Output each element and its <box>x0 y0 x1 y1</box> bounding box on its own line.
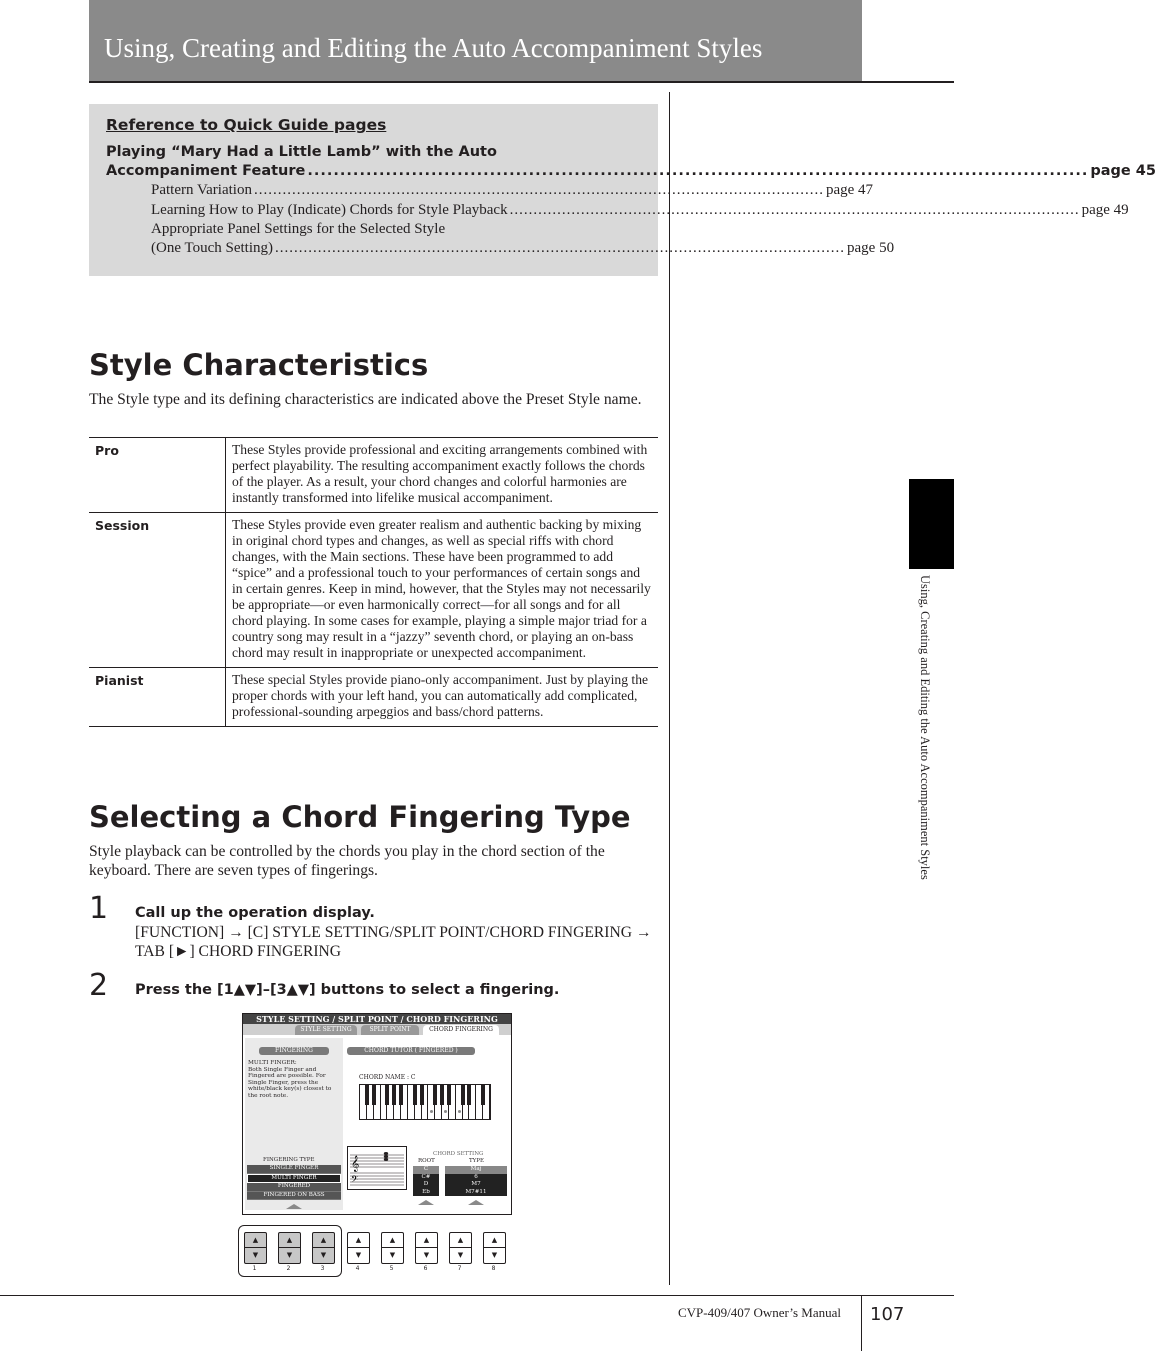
reference-entry: Pattern Variation ........................................................................................................................ page 47 <box>151 182 874 198</box>
type-option[interactable]: M7#11 <box>465 1188 487 1195</box>
down-arrow-icon[interactable]: ▼ <box>286 1251 293 1259</box>
down-arrow-icon[interactable]: ▼ <box>491 1251 498 1259</box>
section-heading: Style Characteristics <box>89 348 429 382</box>
black-key <box>372 1085 376 1105</box>
reference-entry: (One Touch Setting) ........................................................................................................................ page 50 <box>151 240 895 256</box>
button-number-label: 1 <box>252 1265 257 1272</box>
root-option-selected[interactable]: C <box>413 1166 439 1174</box>
black-key <box>440 1085 444 1105</box>
manual-name: CVP-409/407 Owner’s Manual <box>678 1305 841 1320</box>
button-number-label: 5 <box>389 1265 394 1272</box>
panel-button-row <box>238 1225 513 1275</box>
black-key <box>413 1085 417 1105</box>
step-number: 2 <box>89 968 109 1003</box>
reference-entry-line: Appropriate Panel Settings for the Selected Style <box>151 221 446 237</box>
chord-name: CHORD NAME : C <box>359 1074 416 1081</box>
black-key <box>481 1085 485 1105</box>
key-marker <box>458 1110 461 1113</box>
button-8[interactable] <box>483 1232 506 1264</box>
up-arrow-icon[interactable]: ▲ <box>313 1233 334 1248</box>
fingering-option[interactable]: FINGERED ON BASS <box>247 1192 341 1201</box>
chord-tutor-header: CHORD TUTOR ( FINGERED ) <box>347 1047 475 1055</box>
up-arrow-icon[interactable]: ▲ <box>450 1233 471 1248</box>
fingering-option-selected[interactable]: MULTI FINGER <box>247 1174 341 1184</box>
fingering-type-label: FINGERING TYPE <box>263 1157 315 1163</box>
type-option[interactable]: M7 <box>471 1181 481 1187</box>
button-number-label: 4 <box>355 1265 360 1272</box>
style-characteristics-table <box>89 437 658 727</box>
black-key <box>392 1085 396 1105</box>
tab-split-point[interactable]: SPLIT POINT <box>361 1025 419 1035</box>
tab-style-setting[interactable]: STYLE SETTING <box>295 1025 357 1035</box>
svg-text:𝄞: 𝄞 <box>351 1156 360 1172</box>
button-number-label: 3 <box>320 1265 325 1272</box>
table-row <box>89 438 658 513</box>
staff-icon <box>348 1147 406 1189</box>
black-key <box>420 1085 424 1105</box>
section-intro-line: keyboard. There are seven types of fingerings. <box>89 862 378 879</box>
type-list <box>445 1166 507 1196</box>
reference-entry: Accompaniment Feature ........................................................................................................................ page 45 <box>106 163 1156 179</box>
down-arrow-icon[interactable]: ▼ <box>355 1251 362 1259</box>
button-6[interactable] <box>415 1232 438 1264</box>
type-option[interactable]: 6 <box>474 1173 478 1180</box>
down-arrow-icon[interactable]: ▼ <box>457 1251 464 1259</box>
up-arrow-icon[interactable]: ▲ <box>279 1233 300 1248</box>
side-chapter-label: Using, Creating and Editing the Auto Accompaniment Styles <box>918 575 932 880</box>
black-key <box>447 1085 451 1105</box>
root-list <box>413 1166 439 1196</box>
section-intro: The Style type and its defining characteristics are indicated above the Preset Style name. <box>89 391 642 408</box>
style-type-cell: Pro <box>89 438 226 513</box>
style-desc-cell: These Styles provide professional and exciting arrangements combined with perfect playability. The resulting accompaniment exactly follows the chords of the player. As a result, your chord changes and colorful harmonies are instantly transformed into lifelike musical accompaniment. <box>226 438 659 513</box>
style-desc-cell: These special Styles provide piano-only accompaniment. Just by playing the proper chords with your left hand, you can automatically add complicated, professional-sounding arpeggios and bass/chord patterns. <box>226 668 659 727</box>
style-type-cell: Session <box>89 513 226 668</box>
up-arrow-icon[interactable]: ▲ <box>382 1233 403 1248</box>
up-arrow-icon[interactable]: ▲ <box>245 1233 266 1248</box>
page-number: 107 <box>870 1304 905 1325</box>
fingering-type-list <box>247 1165 341 1209</box>
down-arrow-icon[interactable]: ▼ <box>320 1251 327 1259</box>
column-divider <box>669 92 670 1285</box>
style-desc-cell: These Styles provide even greater realism and authentic backing by mixing in original chord types and changes, as well as special riffs with chord changes, with the Main sections. These have been programmed to add “spice” and a professional touch to your performances of certain songs and in certain genres. Keep in mind, however, that the Styles may not necessarily be appropriate—or even harmonically correct—for all songs and for all chord playing. In some cases for example, playing a simple major triad for a country song may result in a “jazzy” seventh chord, or playing an on-bass chord may result in inappropriate or unexpected accompaniment. <box>226 513 659 668</box>
step-title: Press the [1▲▼]–[3▲▼] buttons to select a fingering. <box>135 982 560 998</box>
down-arrow-icon[interactable]: ▼ <box>423 1251 430 1259</box>
type-label: TYPE <box>469 1158 485 1164</box>
footer-divider <box>0 1295 954 1296</box>
root-label: ROOT <box>418 1158 435 1164</box>
down-arrow-icon[interactable]: ▼ <box>252 1251 259 1259</box>
fingering-header: FINGERING <box>259 1047 329 1055</box>
header-divider <box>89 81 954 83</box>
up-arrow-icon[interactable]: ▲ <box>484 1233 505 1248</box>
black-key <box>365 1085 369 1105</box>
type-option-selected[interactable]: Maj <box>445 1166 507 1174</box>
black-key <box>461 1085 465 1105</box>
svg-text:𝄢: 𝄢 <box>351 1174 359 1187</box>
root-option[interactable]: D <box>423 1181 429 1187</box>
step-body-line: [FUNCTION] → [C] STYLE SETTING/SPLIT POINT/CHORD FINGERING → <box>135 924 652 941</box>
style-type-cell: Pianist <box>89 668 226 727</box>
scroll-up-icon[interactable] <box>286 1204 302 1209</box>
footer-vertical-divider <box>861 1295 862 1351</box>
section-heading: Selecting a Chord Fingering Type <box>89 800 631 834</box>
type-scroll-icon[interactable] <box>468 1200 484 1205</box>
chord-setting-label: CHORD SETTING <box>433 1151 484 1157</box>
lcd-tab-bar <box>243 1024 511 1035</box>
reference-title: Reference to Quick Guide pages <box>106 116 387 134</box>
staff-notation <box>347 1146 407 1190</box>
button-2[interactable] <box>278 1232 301 1264</box>
button-4[interactable] <box>347 1232 370 1264</box>
table-row <box>89 513 658 668</box>
key-marker <box>444 1110 447 1113</box>
root-scroll-icon[interactable] <box>418 1200 434 1205</box>
reference-entry-line: Playing “Mary Had a Little Lamb” with the Auto <box>106 144 497 160</box>
button-number-label: 2 <box>286 1265 291 1272</box>
black-key <box>433 1085 437 1105</box>
fingering-description: MULTI FINGER: Both Single Finger and Fingered are possible. For Single Finger, press the white/black key(s) closest to the root note. <box>248 1060 332 1099</box>
button-number-label: 7 <box>457 1265 462 1272</box>
step-title: Call up the operation display. <box>135 905 375 921</box>
step-body-line: TAB [►] CHORD FINGERING <box>135 943 342 960</box>
fingering-option[interactable]: FINGERED <box>247 1183 341 1192</box>
button-5[interactable] <box>381 1232 404 1264</box>
black-key <box>399 1085 403 1105</box>
reference-entry: Learning How to Play (Indicate) Chords for Style Playback ........................................................................................................................ page 49 <box>151 202 1129 218</box>
down-arrow-icon[interactable]: ▼ <box>389 1251 396 1259</box>
black-key <box>385 1085 389 1105</box>
fingering-option[interactable]: SINGLE FINGER <box>247 1165 341 1174</box>
button-7[interactable] <box>449 1232 472 1264</box>
lcd-display <box>242 1013 512 1215</box>
button-number-label: 8 <box>491 1265 496 1272</box>
up-arrow-icon[interactable]: ▲ <box>348 1233 369 1248</box>
black-key <box>467 1085 471 1105</box>
table-row <box>89 668 658 727</box>
button-number-label: 6 <box>423 1265 428 1272</box>
up-arrow-icon[interactable]: ▲ <box>416 1233 437 1248</box>
root-option[interactable]: C# <box>421 1173 431 1180</box>
chapter-tab <box>909 479 954 569</box>
button-3[interactable] <box>312 1232 335 1264</box>
step-number: 1 <box>89 891 109 926</box>
keyboard-diagram <box>359 1084 491 1120</box>
root-option[interactable]: Eb <box>422 1188 430 1195</box>
lcd-title: STYLE SETTING / SPLIT POINT / CHORD FINGERING <box>243 1014 511 1024</box>
button-1[interactable] <box>244 1232 267 1264</box>
section-intro-line: Style playback can be controlled by the chords you play in the chord section of the <box>89 843 605 860</box>
tab-chord-fingering[interactable]: CHORD FINGERING <box>423 1025 499 1035</box>
page-title: Using, Creating and Editing the Auto Accompaniment Styles <box>104 33 763 63</box>
